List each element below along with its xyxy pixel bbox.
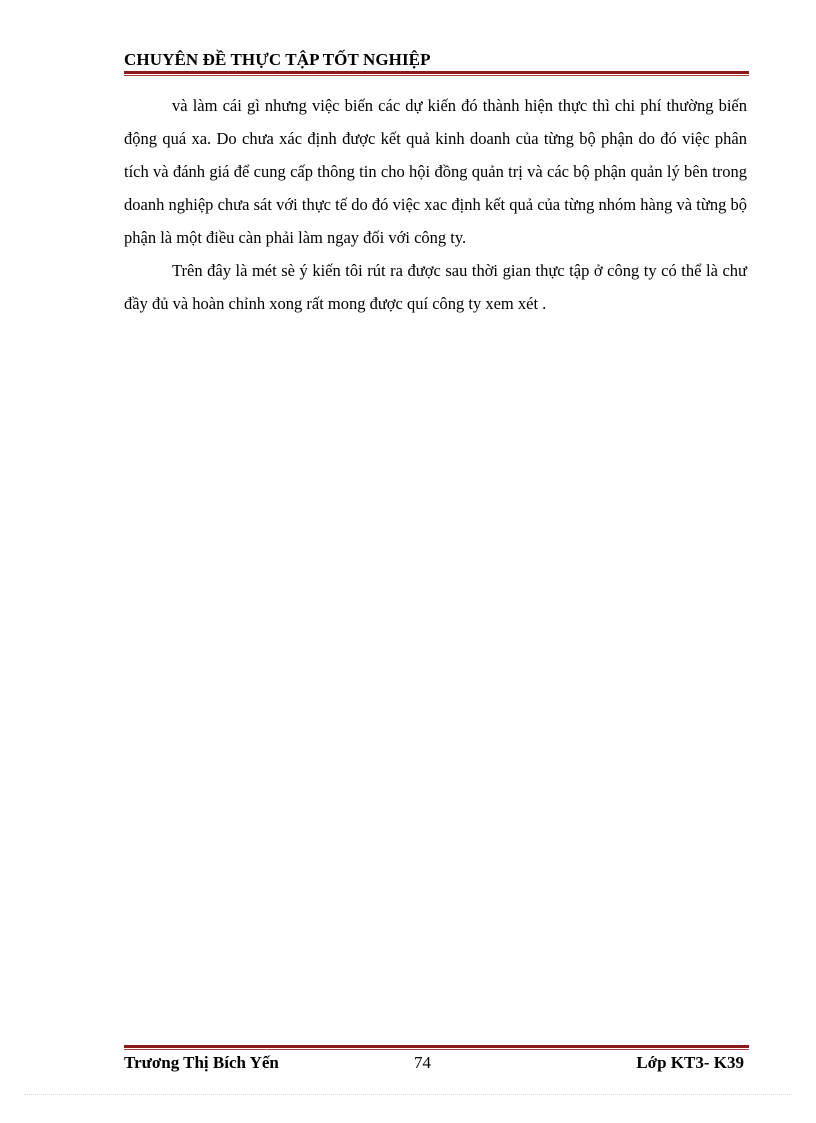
document-body: [124, 89, 747, 320]
page-bottom-edge: [24, 1094, 792, 1095]
body-paragraph-2: Trên đây là mét sè ý kiến tôi rút ra được sau thời gian thực tập ở công ty có thể là chư đầy đủ và hoàn chỉnh xong rất mong được quí công ty xem xét .: [124, 261, 747, 313]
footer-page-number: 74: [414, 1053, 431, 1072]
page-footer: [124, 1053, 744, 1077]
footer-divider: [124, 1045, 749, 1050]
header-divider: [124, 71, 749, 76]
page-header-title: CHUYÊN ĐỀ THỰC TẬP TỐT NGHIỆP: [124, 50, 431, 69]
body-paragraph-1: và làm cái gì nhưng việc biến các dự kiến đó thành hiện thực thì chi phí thường biến động quá xa. Do chưa xác định được kết quả kinh doanh của từng bộ phận do đó việc phân tích và đánh giá để cung cấp thông tin cho hội đồng quản trị và các bộ phận quản lý bên trong doanh nghiệp chưa sát với thực tế do đó việc xac định kết quả của từng nhóm hàng và từng bộ phận là một điều càn phải làm ngay đối với công ty.: [124, 96, 747, 247]
footer-author: Trương Thị Bích Yến: [124, 1053, 279, 1072]
footer-class-label: Lớp KT3- K39: [636, 1053, 744, 1072]
